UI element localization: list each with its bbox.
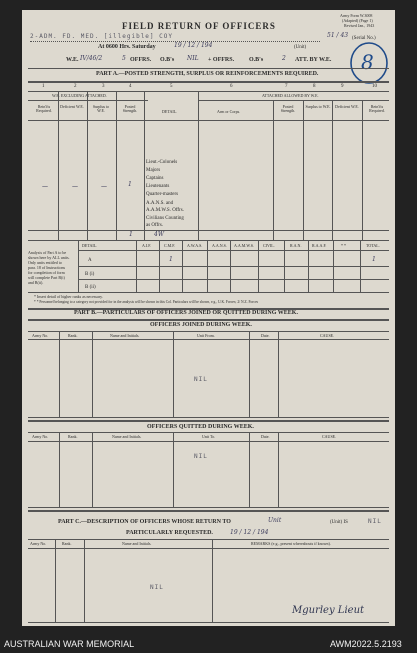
hdr-surplus-r: Surplus to W.E.: [305, 104, 331, 109]
rule: [28, 68, 389, 69]
rank-captains: Captains: [146, 176, 164, 181]
rule: [28, 339, 389, 340]
analysis-note-1: Analysis of Part A to be: [28, 250, 67, 255]
hdr-deficient: Deficient W.E.: [60, 104, 84, 109]
part-c-hdr-army-no: Army No.: [30, 541, 47, 546]
row-hand-2: —: [72, 183, 78, 190]
rule: [28, 81, 389, 83]
quitted-hdr-name: Name and Initials.: [112, 434, 142, 439]
rule: [278, 432, 279, 507]
attached-label: ATTACHED ALLOWED BY W.E.: [262, 93, 319, 98]
rule: [78, 266, 389, 267]
analysis-note-2: shown here by ALL units.: [28, 255, 70, 260]
part-c-nil-stamp: NIL: [150, 584, 164, 591]
part-c-line2-hand: 19 / 12 / 194: [230, 529, 269, 536]
footer-left: AUSTRALIAN WAR MEMORIAL: [4, 639, 135, 649]
rule: [58, 91, 59, 240]
hdr-deficient-r: Deficient W.E.: [335, 104, 359, 109]
rule: [84, 539, 85, 622]
rule: [28, 539, 389, 540]
analysis-hdr-other: * *: [341, 243, 346, 248]
we-excl-label: W.E. EXCLUDING ATTACHED.: [52, 93, 107, 98]
date-hand: 19 / 12 / 194: [174, 42, 213, 49]
rank-majors: Majors: [146, 168, 161, 173]
form-sheet: [22, 10, 395, 626]
analysis-note-3: Only units entitled to: [28, 260, 62, 265]
rule: [28, 548, 389, 549]
rule: [173, 432, 174, 507]
col-number-10: 10: [372, 84, 377, 89]
analysis-row-a: A: [88, 258, 92, 263]
rule: [284, 240, 285, 292]
rule: [207, 240, 208, 292]
row-hand-4: 1: [128, 181, 132, 188]
rule: [308, 240, 309, 292]
analysis-hdr-ran: R.A.N.: [290, 243, 302, 248]
rule: [333, 240, 334, 292]
analysis-hdr-cmf: C.M.F.: [164, 243, 176, 248]
rule: [28, 319, 389, 321]
rule: [258, 240, 259, 292]
at-line: At 0600 Hrs. Saturday: [98, 44, 156, 50]
rule: [59, 432, 60, 507]
joined-hdr-date: Date.: [261, 333, 270, 338]
archive-footer: [0, 636, 417, 653]
col-number-8: 8: [313, 84, 316, 89]
quitted-hdr-cause: CAUSE.: [322, 434, 337, 439]
obs-label: O.B's: [160, 57, 175, 63]
col-number-3: 3: [102, 84, 105, 89]
we-hand: IV/46/2: [80, 55, 103, 62]
analysis-note-5: for completion of form: [28, 270, 65, 275]
signature: Mgurley Lieut: [292, 605, 365, 616]
rule: [144, 91, 145, 240]
we-label: W.E.: [66, 57, 79, 63]
joined-hdr-cause: CAUSE.: [320, 333, 335, 338]
quitted-hdr-date: Date.: [261, 434, 270, 439]
joined-title: OFFICERS JOINED DURING WEEK.: [150, 322, 252, 328]
part-c-title-hand: Unit: [268, 517, 282, 524]
col-number-1: 1: [42, 84, 45, 89]
serial-label: (Serial No.): [352, 36, 376, 41]
analysis-hdr-awas: A.W.A.S.: [187, 243, 203, 248]
part-c-hdr-rank: Rank.: [62, 541, 72, 546]
row-hand-1: —: [42, 183, 48, 190]
rank-quarter-masters: Quarter-masters: [146, 192, 179, 197]
rule: [159, 240, 160, 292]
rule: [212, 539, 213, 622]
rule: [249, 331, 250, 417]
col-number-6: 6: [230, 84, 233, 89]
rule: [362, 100, 363, 240]
part-c-title: PART C.—DESCRIPTION OF OFFICERS WHOSE RETURN TO: [58, 519, 231, 525]
obs2-hand: 2: [282, 55, 286, 62]
rule: [136, 240, 137, 292]
rule: [78, 250, 389, 251]
quitted-nil-stamp: NIL: [194, 453, 208, 460]
unit-label: (Unit): [294, 45, 307, 50]
rule: [28, 331, 389, 332]
rule: [28, 100, 148, 101]
joined-nil-stamp: NIL: [194, 376, 208, 383]
unit-stamp: 2-ADM. FD. MED. [illegible] COY: [30, 33, 173, 40]
analysis-row-bii: B (ii): [85, 285, 96, 290]
rule: [360, 240, 361, 292]
analysis-note-4: para. 18 of Instructions: [28, 265, 66, 270]
rule: [78, 279, 389, 280]
obs2-label: O.B's: [249, 57, 264, 63]
part-c-unit-stamp: NIL: [368, 518, 382, 525]
quitted-hdr-unit-to: Unit To.: [202, 434, 216, 439]
rule: [78, 240, 79, 292]
obs-hand: NIL: [187, 55, 199, 62]
rule: [198, 100, 389, 101]
rule: [28, 292, 389, 293]
row-hand-3: —: [101, 183, 107, 190]
rule: [28, 230, 389, 231]
quitted-title: OFFICERS QUITTED DURING WEEK.: [147, 424, 254, 430]
rule: [182, 240, 183, 292]
analysis-hdr-aamws: A.A.M.W.S.: [234, 243, 254, 248]
analysis-total-hand: 1: [372, 256, 376, 263]
joined-hdr-rank: Rank.: [68, 333, 78, 338]
rule: [303, 100, 304, 240]
part-c-line2: PARTICULARLY REQUESTED.: [126, 530, 213, 536]
rule: [28, 507, 389, 508]
adapted-label: (Adapted) (Page 1): [342, 18, 373, 23]
quitted-hdr-army-no: Army No.: [32, 434, 49, 439]
rank-aans: A.A.N.S. and: [146, 201, 174, 206]
rule: [55, 539, 56, 622]
rule: [198, 91, 199, 240]
rank-aamws: A.A.M.W.S. Offrs.: [146, 208, 184, 213]
detail-label: DETAIL.: [162, 109, 178, 114]
offrs-hand: 5: [122, 55, 126, 62]
quitted-hdr-rank: Rank.: [68, 434, 78, 439]
plus-offrs: + OFFRS.: [208, 57, 235, 63]
analysis-note-7: and B(ii).: [28, 280, 44, 285]
footnote-2: * * Personnel belonging to a category not provided for in the analysis will be shown in this Col. Particulars will be shown, e.g., U.K. Forces; 2/ N.Z. Forces: [34, 300, 259, 304]
total-hand-1: 1: [129, 231, 133, 238]
rule: [332, 100, 333, 240]
rank-lieutenants: Lieutenants: [146, 184, 170, 189]
rule: [116, 91, 117, 240]
part-c-hdr-name: Name and Initials.: [122, 541, 152, 546]
form-title: FIELD RETURN OF OFFICERS: [122, 21, 276, 31]
col-number-7: 7: [285, 84, 288, 89]
rule: [28, 420, 389, 422]
analysis-hdr-aif: A.I.F.: [142, 243, 152, 248]
analysis-note-6: will complete Part B(i): [28, 275, 65, 280]
army-form-label: Army Form W.3008: [340, 13, 373, 18]
analysis-cmf-hand: 1: [169, 256, 173, 263]
analysis-hdr-raaf: R.A.A.F.: [312, 243, 327, 248]
revised-label: Revised Jan., 1943: [344, 23, 375, 28]
total-hand-2: 4W: [154, 231, 164, 238]
rule: [230, 240, 231, 292]
rule: [273, 100, 274, 240]
rank-lieut-colonels: Lieut.-Colonels: [146, 160, 178, 165]
analysis-hdr-civil: CIVIL.: [263, 243, 275, 248]
hdr-surplus: Surplus to W.E.: [92, 104, 110, 113]
hdr-reinfts: Rein'fts Required.: [36, 104, 52, 113]
analysis-row-bi: B (i): [85, 272, 95, 277]
offrs-label: OFFRS.: [130, 57, 152, 63]
col-number-5: 5: [170, 84, 173, 89]
serial-hand: 51 / 43: [327, 32, 349, 39]
col-number-2: 2: [74, 84, 77, 89]
hdr-posted-r: Posted Strength.: [280, 104, 296, 113]
att-label: ATT. BY W.E.: [295, 57, 332, 63]
hdr-posted: Posted Strength.: [122, 104, 138, 113]
rank-as-offrs: as Offrs.: [146, 223, 164, 228]
rule: [87, 91, 88, 240]
rank-civilians: Civilians Counting: [146, 216, 184, 221]
hdr-arm: Arm or Corps.: [217, 109, 241, 114]
rule: [59, 331, 60, 417]
footnote-1: * Insert detail of higher ranks as necessary.: [34, 294, 103, 299]
footer-right: AWM2022.5.2193: [330, 639, 402, 649]
analysis-hdr-total: TOTAL.: [366, 243, 380, 248]
rule: [92, 331, 93, 417]
rule: [92, 432, 93, 507]
col-number-4: 4: [129, 84, 132, 89]
joined-hdr-name: Name and Initials.: [110, 333, 140, 338]
rule: [249, 432, 250, 507]
analysis-hdr-aans: A.A.N.S.: [212, 243, 227, 248]
rule: [278, 331, 279, 417]
joined-hdr-army-no: Army No.: [32, 333, 49, 338]
rule: [28, 432, 389, 433]
col-number-9: 9: [341, 84, 344, 89]
hdr-reinfts-r: Rein'fts Required.: [369, 104, 385, 113]
rule: [28, 441, 389, 442]
rule: [28, 120, 389, 121]
part-c-hdr-remarks: REMARKS (e.g., present whereabouts if known).: [251, 541, 331, 546]
rule: [28, 91, 389, 92]
rule: [28, 622, 389, 623]
part-a-title: PART A.—POSTED STRENGTH, SURPLUS OR REINFORCEMENTS REQUIRED.: [96, 71, 319, 77]
rule: [28, 240, 389, 241]
joined-hdr-unit-from: Unit From.: [197, 333, 215, 338]
analysis-hdr-detail: DETAIL.: [82, 243, 98, 248]
rule: [173, 331, 174, 417]
rule: [28, 417, 389, 418]
part-c-unit-label: (Unit) IS: [330, 520, 348, 525]
circle-number: 8: [361, 50, 374, 74]
rule: [28, 510, 389, 512]
part-b-title: PART B.—PARTICULARS OF OFFICERS JOINED OR QUITTED DURING WEEK.: [74, 310, 298, 316]
